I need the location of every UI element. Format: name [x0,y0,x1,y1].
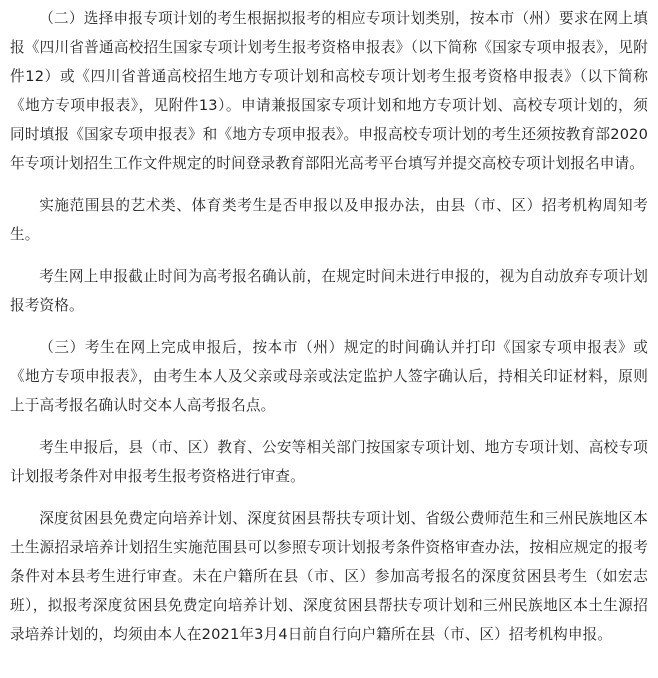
paragraph-qualification-review: 考生申报后，县（市、区）教育、公安等相关部门按国家专项计划、地方专项计划、高校专项计划报考条件对申报考生报考资格进行审查。 [10,439,648,485]
paragraph-poverty-county-plans: 深度贫困县免费定向培养计划、深度贫困县帮扶专项计划、省级公费师范生和三州民族地区本土生源招录培养计划招生实施范围县可以参照专项计划报考条件资格审查办法，按相应规定的报考条件对本县考生进行审查。未在户籍所在县（市、区）参加高考报名的深度贫困县考生（如宏志班），拟报考深度贫困县免费定向培养计划、深度贫困县帮扶专项计划和三州民族地区本土生源招录培养计划的，均须由本人在2021年3月4日前自行向户籍所在县（市、区）招考机构申报。 [10,510,648,643]
paragraph-application-procedure: （二）选择申报专项计划的考生根据拟报考的相应专项计划类别，按本市（州）要求在网上填报《四川省普通高校招生国家专项计划考生报考资格申报表》（以下简称《国家专项申报表》，见附件12）或《四川省普通高校招生地方专项计划和高校专项计划考生报考资格申报表》（以下简称《地方专项申报表》，见附件13）。申请兼报国家专项计划和地方专项计划、高校专项计划的，须同时填报《国家专项申报表》和《地方专项申报表》。申报高校专项计划的考生还须按教育部2020年专项计划招生工作文件规定的时间登录教育部阳光高考平台填写并提交高校专项计划报名申请。 [10,10,648,172]
paragraph-confirmation: （三）考生在网上完成申报后，按本市（州）规定的时间确认并打印《国家专项申报表》或《地方专项申报表》，由考生本人及父亲或母亲或法定监护人签字确认后，持相关印证材料，原则上于高考报名确认时交本人高考报名点。 [10,339,648,414]
paragraph-art-sports-candidates: 实施范围县的艺术类、体育类考生是否申报以及申报办法，由县（市、区）招考机构周知考生。 [10,197,648,243]
paragraph-deadline: 考生网上申报截止时间为高考报名确认前，在规定时间未进行申报的，视为自动放弃专项计划报考资格。 [10,268,648,314]
